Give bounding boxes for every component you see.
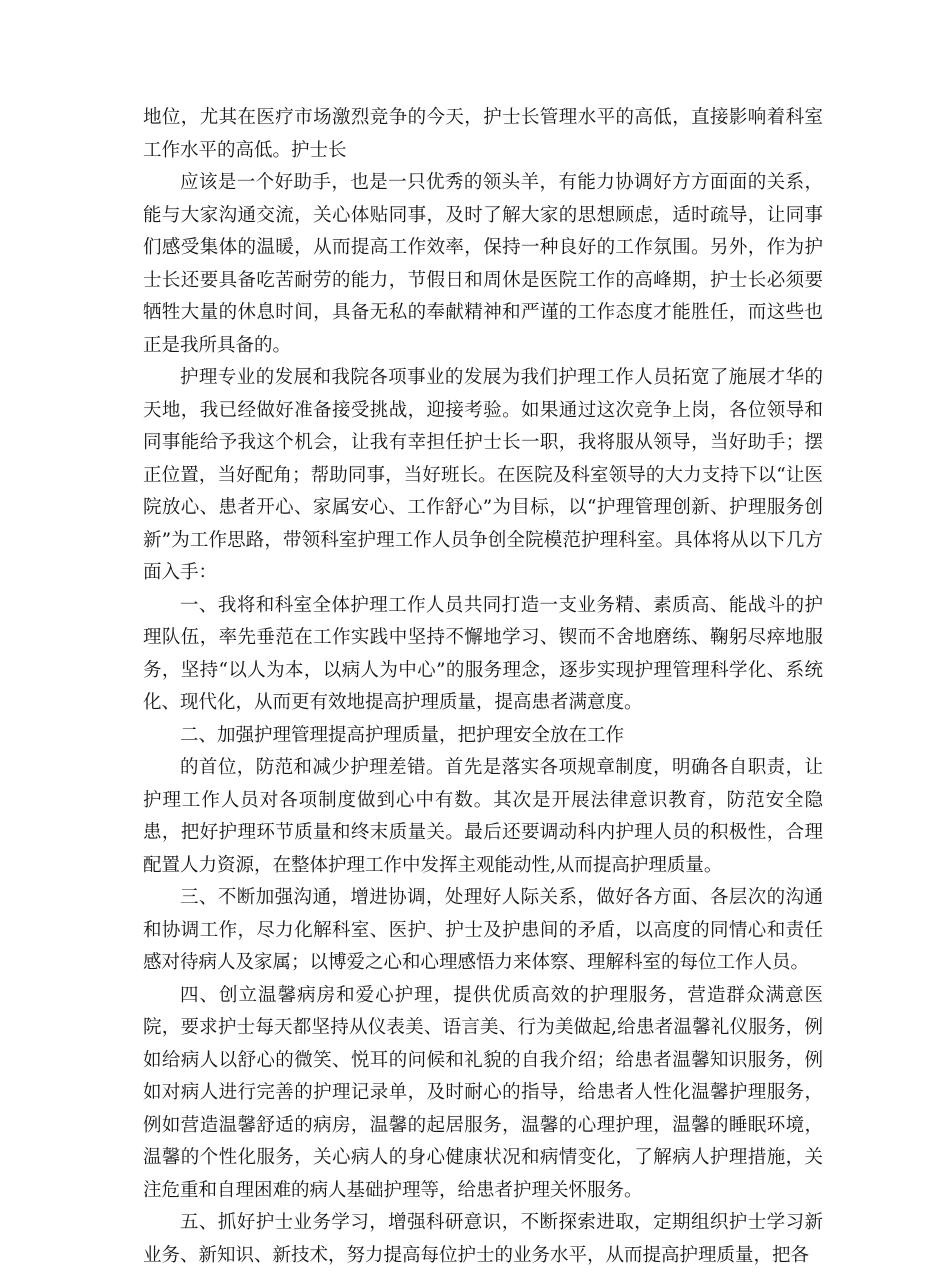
paragraph-3: 护理专业的发展和我院各项事业的发展为我们护理工作人员拓宽了施展才华的天地，我已经做好准备接受挑战，迎接考验。如果通过这次竞争上岗，各位领导和同事能给予我这个机会，让我有幸担任护士长一职，我将服从领导，当好助手；摆正位置，当好配角；帮助同事，当好班长。在医院及科室领导的大力支持下以“让医院放心、患者开心、家属安心、工作舒心”为目标，以“护理管理创新、护理服务创新”为工作思路，带领科室护理工作人员争创全院模范护理科室。具体将从以下几方面入手： — [143, 367, 823, 583]
paragraph-6: 的首位，防范和减少护理差错。首先是落实各项规章制度，明确各自职责，让护理工作人员对各项制度做到心中有数。其次是开展法律意识教育，防范安全隐患，把好护理环节质量和终末质量关。最后还要调动科内护理人员的积极性，合理配置人力资源，在整体护理工作中发挥主观能动性,从而提高护理质量。 — [143, 757, 823, 876]
paragraph-5: 二、加强护理管理提高护理质量，把护理安全放在工作 — [180, 724, 625, 746]
paragraph-4: 一、我将和科室全体护理工作人员共同打造一支业务精、素质高、能战斗的护理队伍，率先垂范在工作实践中坚持不懈地学习、锲而不舍地磨练、鞠躬尽瘁地服务，坚持“以人为本，以病人为中心”的服务理念，逐步实现护理管理科学化、系统化、现代化，从而更有效地提高护理质量，提高患者满意度。 — [143, 594, 823, 713]
paragraph-1: 地位，尤其在医疗市场激烈竞争的今天，护士长管理水平的高低，直接影响着科室工作水平的高低。护士长 — [143, 107, 823, 161]
document-page — [143, 102, 823, 1272]
paragraph-2: 应该是一个好助手，也是一只优秀的领头羊，有能力协调好方方面面的关系，能与大家沟通交流，关心体贴同事，及时了解大家的思想顾虑，适时疏导，让同事们感受集体的温暖，从而提高工作效率，保持一种良好的工作氛围。另外，作为护士长还要具备吃苦耐劳的能力，节假日和周休是医院工作的高峰期，护士长必须要牺牲大量的休息时间，具备无私的奉献精神和严谨的工作态度才能胜任，而这些也正是我所具备的。 — [143, 172, 823, 356]
paragraph-9: 五、抓好护士业务学习，增强科研意识，不断探索进取，定期组织护士学习新业务、新知识、新技术，努力提高每位护士的业务水平，从而提高护理质量，把各 — [143, 1212, 823, 1266]
paragraph-8: 四、创立温馨病房和爱心护理，提供优质高效的护理服务，营造群众满意医院，要求护士每天都坚持从仪表美、语言美、行为美做起,给患者温馨礼仪服务，例如给病人以舒心的微笑、悦耳的问候和礼貌的自我介绍；给患者温馨知识服务，例如对病人进行完善的护理记录单，及时耐心的指导，给患者人性化温馨护理服务，例如营造温馨舒适的病房，温馨的起居服务，温馨的心理护理，温馨的睡眠环境，温馨的个性化服务，关心病人的身心健康状况和病情变化，了解病人护理措施，关注危重和自理困难的病人基础护理等，给患者护理关怀服务。 — [143, 984, 823, 1201]
paragraph-7: 三、不断加强沟通，增进协调，处理好人际关系，做好各方面、各层次的沟通和协调工作，尽力化解科室、医护、护士及护患间的矛盾，以高度的同情心和责任感对待病人及家属；以博爱之心和心理感悟力来体察、理解科室的每位工作人员。 — [143, 887, 823, 973]
